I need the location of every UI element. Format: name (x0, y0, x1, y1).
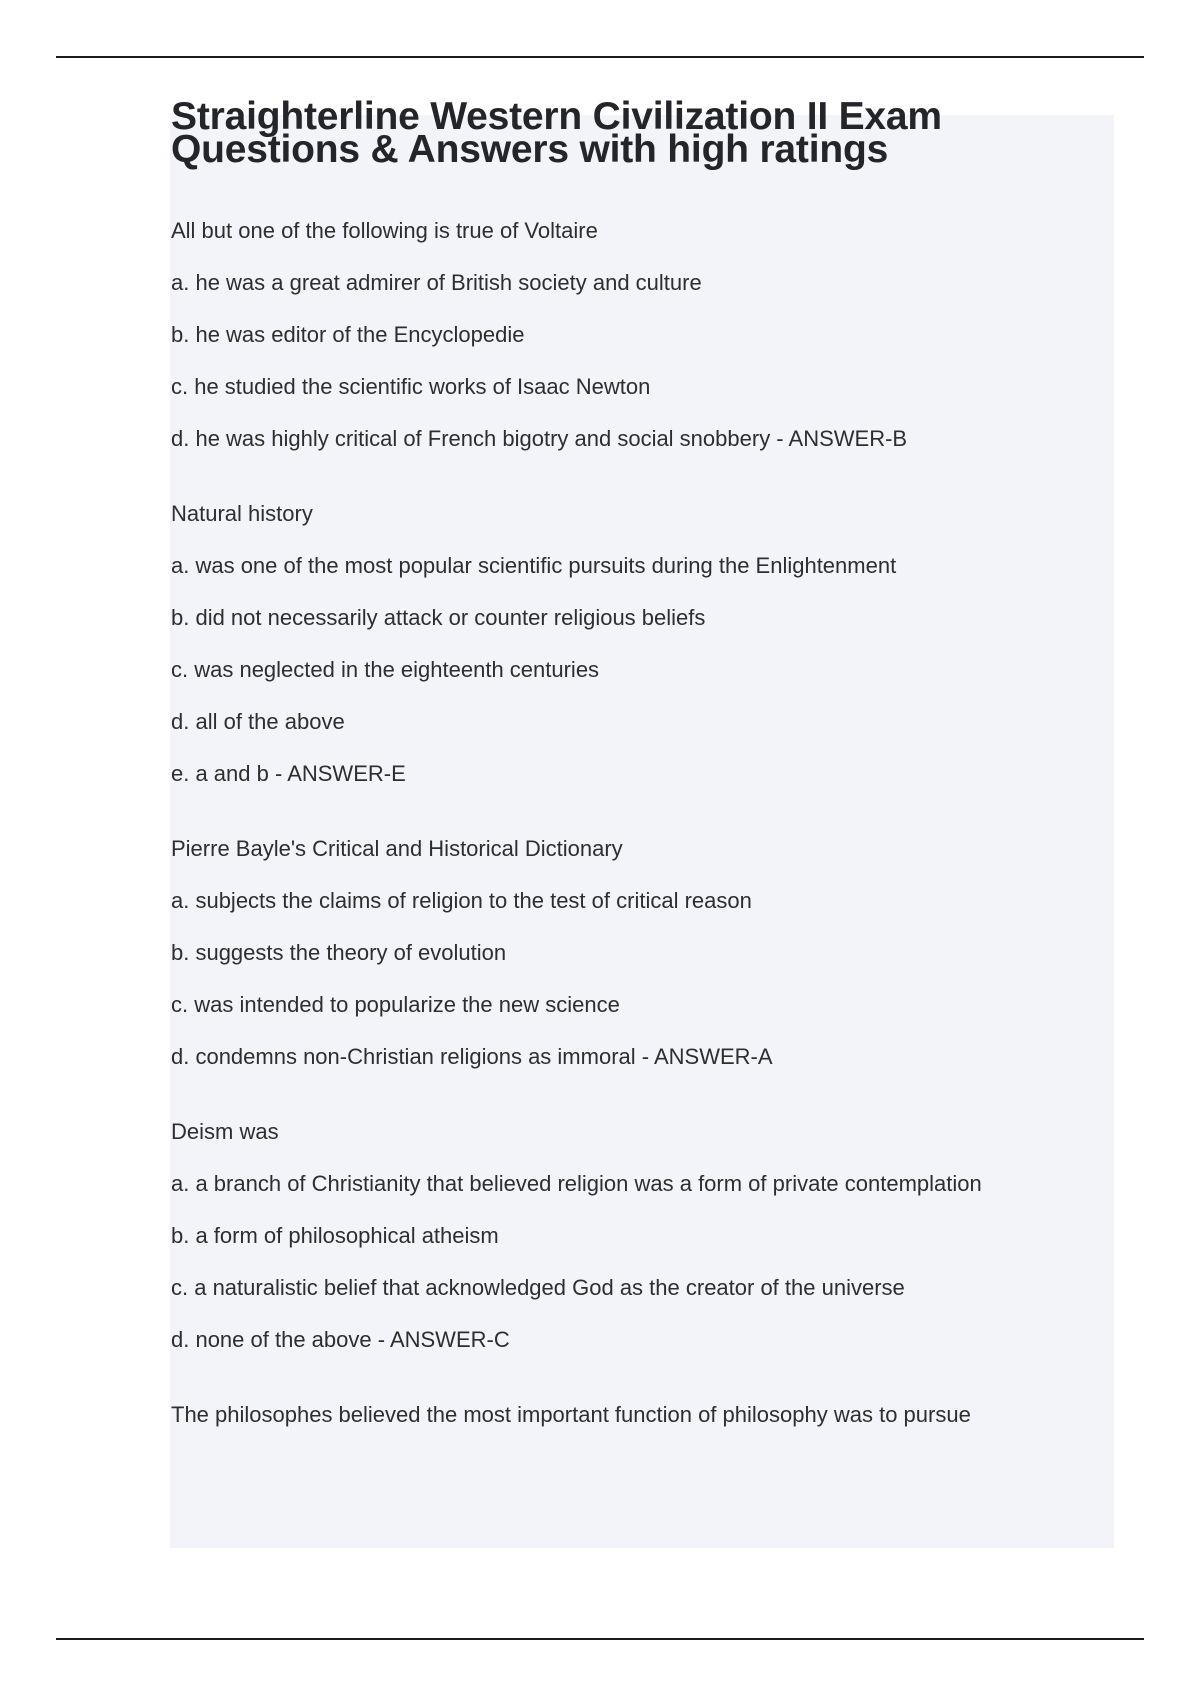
answer-option: c. was intended to popularize the new science (171, 992, 620, 1017)
bottom-divider (56, 1638, 1144, 1640)
question-1 (171, 218, 1111, 452)
answer-option: d. condemns non-Christian religions as immoral - ANSWER-A (171, 1044, 773, 1069)
answer-option: a. he was a great admirer of British society and culture (171, 270, 702, 295)
question-prompt: Natural history (171, 501, 313, 526)
answer-option: d. he was highly critical of French bigotry and social snobbery - ANSWER-B (171, 426, 908, 451)
question-5 (171, 1402, 1111, 1428)
answer-option: d. none of the above - ANSWER-C (171, 1327, 510, 1352)
title-line-2: Questions & Answers with high ratings (171, 128, 889, 171)
answer-option: a. a branch of Christianity that believed religion was a form of private contemplation (171, 1171, 982, 1196)
answer-option: a. was one of the most popular scientific pursuits during the Enlightenment (171, 553, 897, 578)
question-list (171, 218, 1111, 1428)
title-line-1: Straighterline Western Civilization II Exam (171, 95, 942, 138)
answer-option: d. all of the above (171, 709, 345, 734)
answer-option: c. he studied the scientific works of Isaac Newton (171, 374, 651, 399)
question-3 (171, 836, 1111, 1070)
answer-option: a. subjects the claims of religion to the test of critical reason (171, 888, 752, 913)
answer-option: c. was neglected in the eighteenth centuries (171, 657, 600, 682)
answer-option: b. suggests the theory of evolution (171, 940, 507, 965)
question-2 (171, 501, 1111, 787)
answer-option: b. did not necessarily attack or counter religious beliefs (171, 605, 706, 630)
answer-option: c. a naturalistic belief that acknowledged God as the creator of the universe (171, 1275, 905, 1300)
question-prompt: Pierre Bayle's Critical and Historical Dictionary (171, 836, 623, 861)
top-divider (56, 56, 1144, 58)
document-title (171, 95, 1111, 171)
answer-option: b. he was editor of the Encyclopedie (171, 322, 525, 347)
question-prompt: The philosophes believed the most important function of philosophy was to pursue (171, 1402, 971, 1427)
question-prompt: Deism was (171, 1119, 279, 1144)
answer-option: b. a form of philosophical atheism (171, 1223, 499, 1248)
document-body (171, 95, 1111, 1477)
answer-option: e. a and b - ANSWER-E (171, 761, 406, 786)
question-prompt: All but one of the following is true of Voltaire (171, 218, 598, 243)
question-4 (171, 1119, 1111, 1353)
